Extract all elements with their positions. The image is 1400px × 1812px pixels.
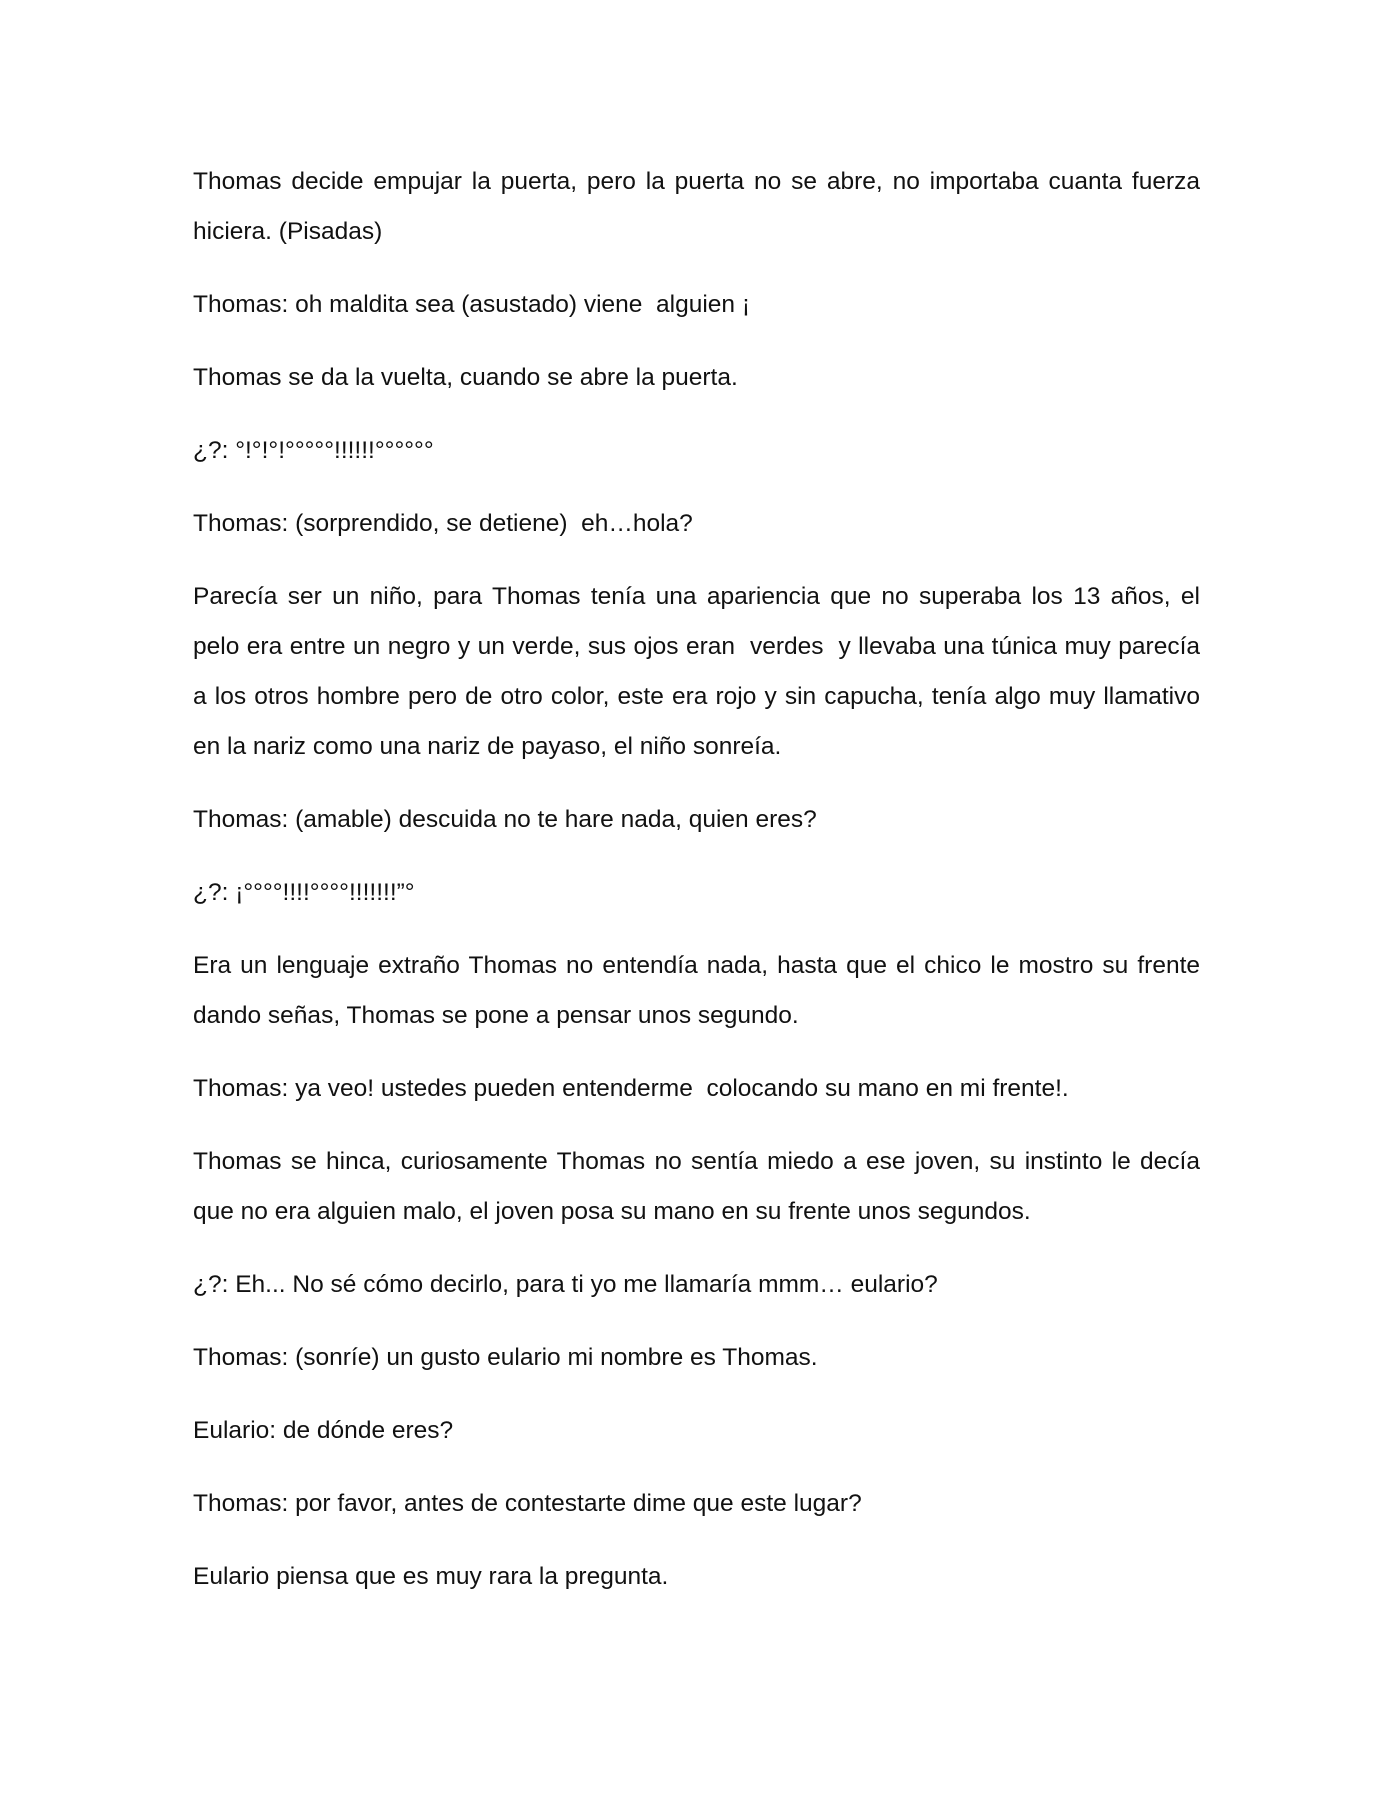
paragraph-eulario-thinks: Eulario piensa que es muy rara la pregunta. <box>193 1563 669 1590</box>
paragraph-stranger-name: ¿?: Eh... No sé cómo decirlo, para ti yo me llamaría mmm… eulario? <box>193 1271 938 1298</box>
paragraph-thomas-understands: Thomas: ya veo! ustedes pueden entenderme colocando su mano en mi frente!. <box>193 1075 1069 1102</box>
paragraph-door-push: Thomas decide empujar la puerta, pero la puerta no se abre, no importaba cuanta fuerza hiciera. (Pisadas) <box>193 168 1207 245</box>
paragraph-thomas-greets: Thomas: (sonríe) un gusto eulario mi nombre es Thomas. <box>193 1344 818 1371</box>
paragraph-stranger-speech-2: ¿?: ¡°°°°!!!!°°°°!!!!!!!”° <box>193 879 415 906</box>
paragraph-stranger-speech-1: ¿?: °!°!°!°°°°°!!!!!!°°°°°° <box>193 437 434 464</box>
paragraph-child-description: Parecía ser un niño, para Thomas tenía una apariencia que no superaba los 13 años, el pelo era entre un negro y un verde, sus ojos eran verdes y llevaba una túnica muy parecía a los otros hombre pero de otro color, este era rojo y sin capucha, tenía algo muy llamativo en la nariz como una nariz de payaso, el niño sonreía. <box>193 583 1207 760</box>
document-body <box>193 157 1207 1625</box>
paragraph-thomas-kind: Thomas: (amable) descuida no te hare nada, quien eres? <box>193 806 817 833</box>
paragraph-thomas-scared: Thomas: oh maldita sea (asustado) viene alguien ¡ <box>193 291 750 318</box>
paragraph-eulario-asks: Eulario: de dónde eres? <box>193 1417 454 1444</box>
paragraph-thomas-hello: Thomas: (sorprendido, se detiene) eh…hola? <box>193 510 693 537</box>
paragraph-thomas-kneels: Thomas se hinca, curiosamente Thomas no sentía miedo a ese joven, su instinto le decía que no era alguien malo, el joven posa su mano en su frente unos segundos. <box>193 1148 1207 1225</box>
paragraph-thomas-turns: Thomas se da la vuelta, cuando se abre la puerta. <box>193 364 738 391</box>
paragraph-thomas-asks-place: Thomas: por favor, antes de contestarte dime que este lugar? <box>193 1490 862 1517</box>
paragraph-strange-language: Era un lenguaje extraño Thomas no entendía nada, hasta que el chico le mostro su frente dando señas, Thomas se pone a pensar unos segundo. <box>193 952 1207 1029</box>
